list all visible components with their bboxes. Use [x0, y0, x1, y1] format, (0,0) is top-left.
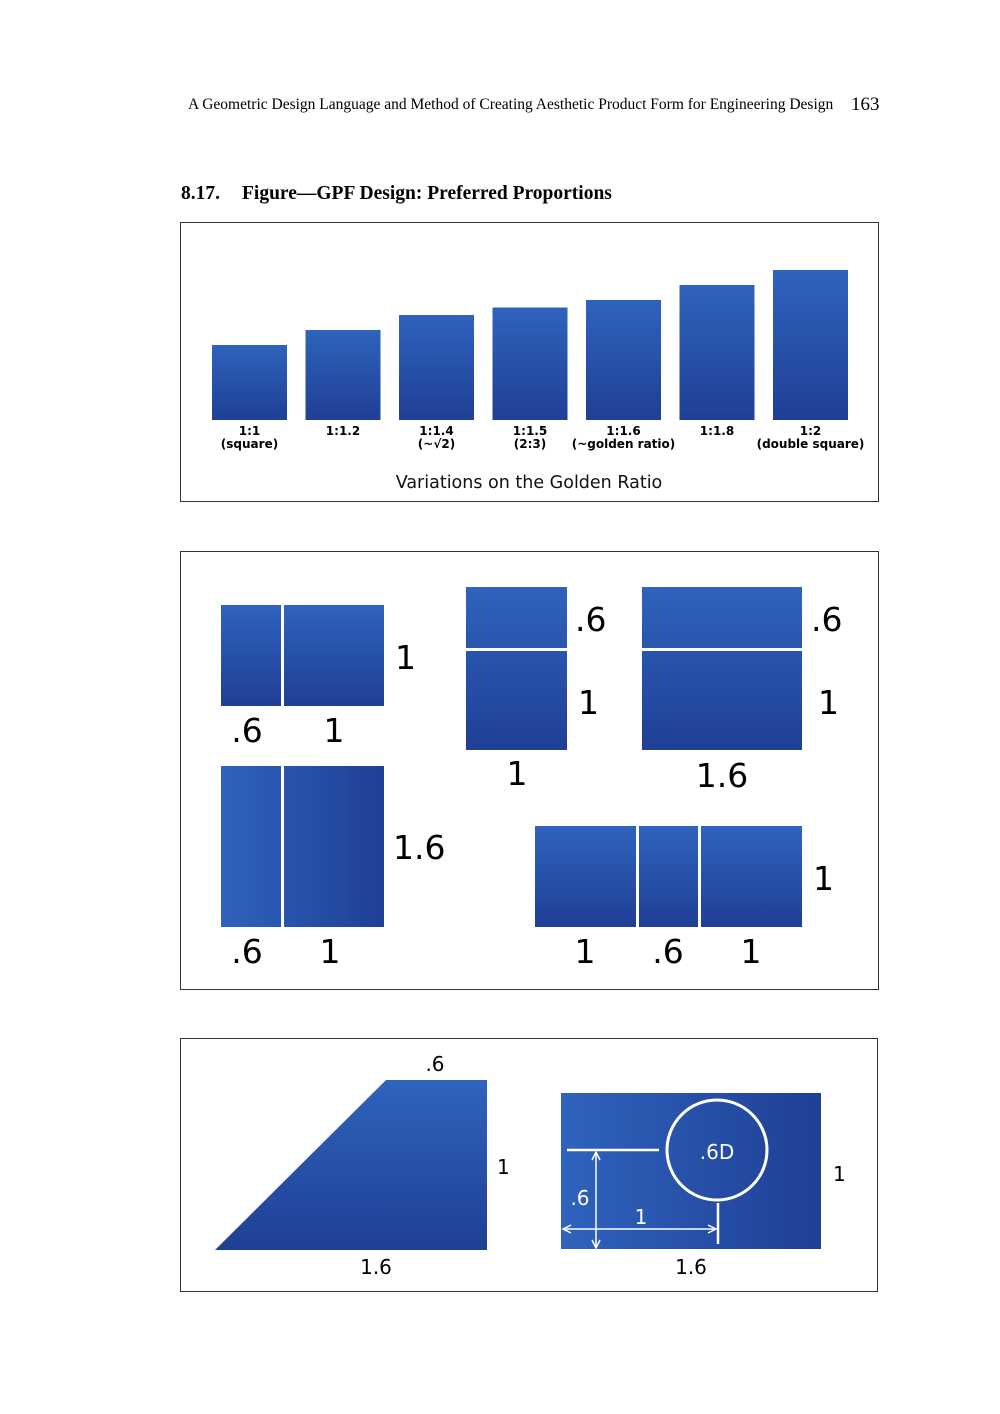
proportion-bar: [306, 330, 381, 420]
diagram-d-rect: [221, 766, 384, 927]
bar-ratio-label: 1:1.5: [512, 424, 548, 438]
proportion-bar: [399, 315, 474, 420]
plate-base-label: 1.6: [675, 1255, 707, 1279]
diagram-a-rect: [221, 605, 384, 706]
diagram-e-height-label: 1: [813, 859, 834, 898]
proportion-bar: [493, 308, 568, 421]
diagram-a: [221, 605, 416, 750]
figure-rectangle-proportions: [180, 551, 879, 990]
diagram-c-rect: [642, 587, 802, 750]
section-number: 8.17.: [181, 183, 220, 204]
running-header: A Geometric Design Language and Method of Creating Aesthetic Product Form for Engineering Design: [188, 96, 834, 113]
diagram-e-segment-label: .6: [652, 932, 684, 971]
proportion-bar: [586, 300, 661, 420]
diagram-b-part-label: .6: [575, 600, 607, 639]
diagram-b-rect: [466, 587, 567, 750]
diagram-c-width-label: 1.6: [695, 756, 749, 795]
diagram-e-rect: [535, 826, 802, 927]
golden-ratio-bars-svg: [181, 223, 878, 501]
bar-note-label: (~golden ratio): [571, 437, 676, 451]
bar-note-label: (2:3): [513, 437, 547, 451]
diagram-a-segment-label: 1: [323, 711, 345, 750]
figure-shape-proportions: [180, 1038, 878, 1292]
figure1-caption: Variations on the Golden Ratio: [395, 473, 663, 493]
plate-diagram: [561, 1093, 846, 1279]
diagram-b: [466, 587, 607, 793]
plate-rect: [561, 1093, 821, 1249]
plate-side-label: 1: [833, 1162, 846, 1186]
bar-note-label: (double square): [756, 437, 865, 451]
proportion-bar: [773, 270, 848, 420]
diagram-e-segment-label: 1: [574, 932, 596, 971]
plate-vertical-label: .6: [570, 1186, 590, 1210]
bar-ratio-label: 1:1.8: [699, 424, 735, 438]
plate-circle-label: .6D: [699, 1140, 735, 1164]
diagram-e-segment-label: 1: [740, 932, 762, 971]
bar-ratio-label: 1:2: [799, 424, 822, 438]
diagram-c-part-label: .6: [811, 600, 843, 639]
diagram-b-part-label: 1: [578, 683, 599, 722]
bar-ratio-label: 1:1.4: [419, 424, 454, 438]
proportion-bar: [680, 285, 755, 420]
section-heading: [181, 183, 612, 205]
diagram-d-height-label: 1.6: [393, 828, 446, 867]
plate-horizontal-label: 1: [634, 1205, 648, 1229]
trapezoid-shape: [215, 1080, 487, 1250]
page-number: 163: [851, 94, 880, 115]
diagram-e: [535, 826, 834, 971]
bar-note-label: (square): [220, 437, 279, 451]
proportion-bar: [212, 345, 287, 420]
bar-note-label: (~√2): [417, 437, 456, 451]
shape-proportions-svg: [181, 1039, 877, 1291]
rectangle-proportions-svg: [181, 552, 878, 989]
diagram-d: [221, 766, 445, 971]
trapezoid-diagram: [215, 1052, 510, 1279]
trapezoid-side-label: 1: [497, 1155, 510, 1179]
diagram-d-segment-label: 1: [319, 932, 341, 971]
bar-ratio-label: 1:1: [238, 424, 261, 438]
diagram-c-part-label: 1: [818, 683, 839, 722]
trapezoid-top-label: .6: [425, 1052, 445, 1076]
diagram-a-segment-label: .6: [231, 711, 263, 750]
diagram-a-height-label: 1: [395, 638, 416, 677]
bar-ratio-label: 1:1.6: [606, 424, 641, 438]
trapezoid-base-label: 1.6: [360, 1255, 392, 1279]
figure-golden-ratio-variations: [180, 222, 879, 502]
section-title: Figure—GPF Design: Preferred Proportions: [242, 183, 612, 204]
bar-ratio-label: 1:1.2: [325, 424, 361, 438]
bar-labels-group: [221, 424, 865, 451]
diagram-d-segment-label: .6: [231, 932, 263, 971]
bars-group: [212, 270, 848, 420]
diagram-b-width-label: 1: [506, 754, 528, 793]
diagram-c: [642, 587, 843, 795]
